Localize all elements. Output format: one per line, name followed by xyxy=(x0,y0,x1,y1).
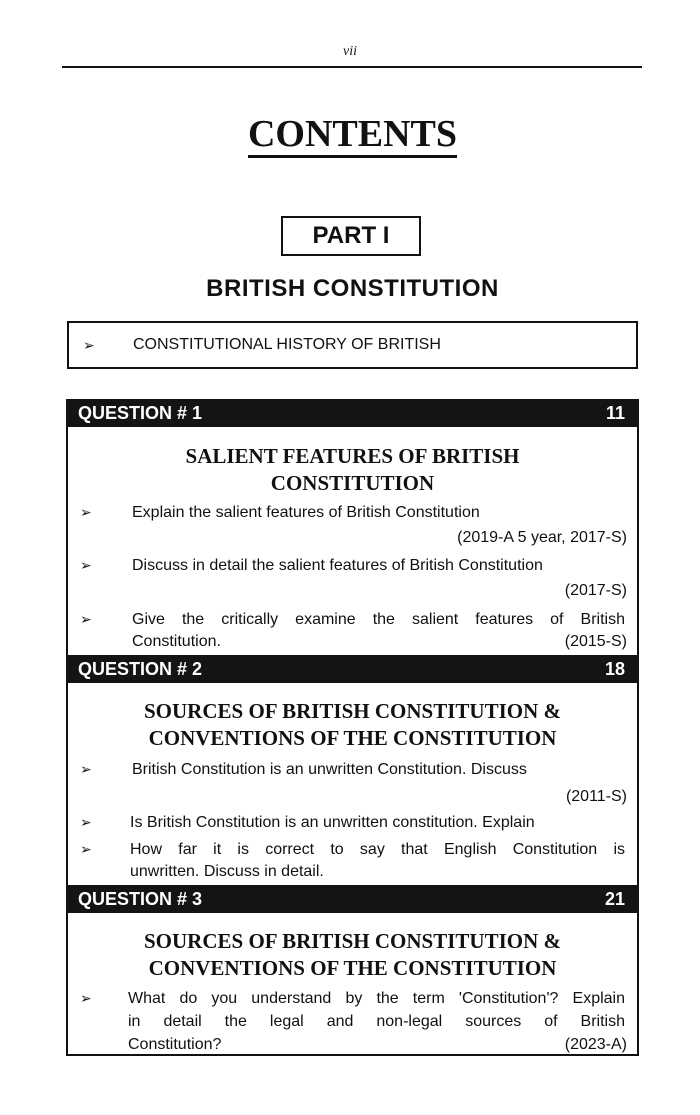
arrow-bullet-icon: ➢ xyxy=(80,814,92,830)
contents-title-text: CONTENTS xyxy=(248,113,457,158)
item-text-continued: Constitution? xyxy=(128,1036,222,1053)
contents-title xyxy=(0,112,700,156)
question-bar-1 xyxy=(66,399,639,427)
item-reference: (2017-S) xyxy=(564,582,627,599)
page-number: vii xyxy=(343,44,357,59)
item-text: Give the critically examine the salient features of British xyxy=(132,611,625,628)
section-title-line: SOURCES OF BRITISH CONSTITUTION & xyxy=(144,699,561,723)
item-reference: (2011-S) xyxy=(565,788,627,805)
item-text-continued: Constitution. xyxy=(132,633,221,650)
arrow-bullet-icon: ➢ xyxy=(80,761,92,777)
section-title-line: CONSTITUTION xyxy=(270,471,435,495)
item-text: Is British Constitution is an unwritten constitution. Explain xyxy=(130,814,535,831)
item-text: How far it is correct to say that English Constitution is xyxy=(130,841,625,858)
question-bar-3 xyxy=(66,885,639,913)
item-text: Explain the salient features of British Constitution xyxy=(132,504,480,521)
question-bar-2 xyxy=(66,655,639,683)
section-title-line: CONVENTIONS OF THE CONSTITUTION xyxy=(148,726,557,750)
item-text-continued: in detail the legal and non-legal sources of British xyxy=(128,1013,625,1030)
item-reference: (2019-A 5 year, 2017-S) xyxy=(457,529,627,546)
question-label: QUESTION # 1 xyxy=(78,403,203,423)
arrow-bullet-icon: ➢ xyxy=(80,841,92,857)
arrow-bullet-icon: ➢ xyxy=(83,337,95,353)
item-text: British Constitution is an unwritten Constitution. Discuss xyxy=(132,761,527,778)
question-label: QUESTION # 2 xyxy=(78,659,203,679)
item-reference: (2023-A) xyxy=(564,1036,627,1053)
question-page: 18 xyxy=(604,659,625,679)
section-title-line: SOURCES OF BRITISH CONSTITUTION & xyxy=(144,929,561,953)
arrow-bullet-icon: ➢ xyxy=(80,611,92,627)
part-label: PART I xyxy=(281,216,421,256)
item-reference: (2015-S) xyxy=(564,633,627,650)
chapter-title: CONSTITUTIONAL HISTORY OF BRITISH xyxy=(133,336,441,353)
question-page: 21 xyxy=(604,889,625,909)
question-page: 11 xyxy=(605,403,625,423)
arrow-bullet-icon: ➢ xyxy=(80,990,92,1006)
arrow-bullet-icon: ➢ xyxy=(80,504,92,520)
chapter-box xyxy=(67,321,638,369)
part-heading: BRITISH CONSTITUTION xyxy=(206,275,499,302)
section-title-line: SALIENT FEATURES OF BRITISH xyxy=(185,444,520,468)
question-label: QUESTION # 3 xyxy=(78,889,203,909)
arrow-bullet-icon: ➢ xyxy=(80,557,92,573)
item-text: What do you understand by the term 'Constitution'? Explain xyxy=(128,990,625,1007)
item-text: Discuss in detail the salient features of British Constitution xyxy=(132,557,543,574)
section-title-line: CONVENTIONS OF THE CONSTITUTION xyxy=(148,956,557,980)
item-text-continued: unwritten. Discuss in detail. xyxy=(130,863,324,880)
header-rule xyxy=(62,66,642,68)
